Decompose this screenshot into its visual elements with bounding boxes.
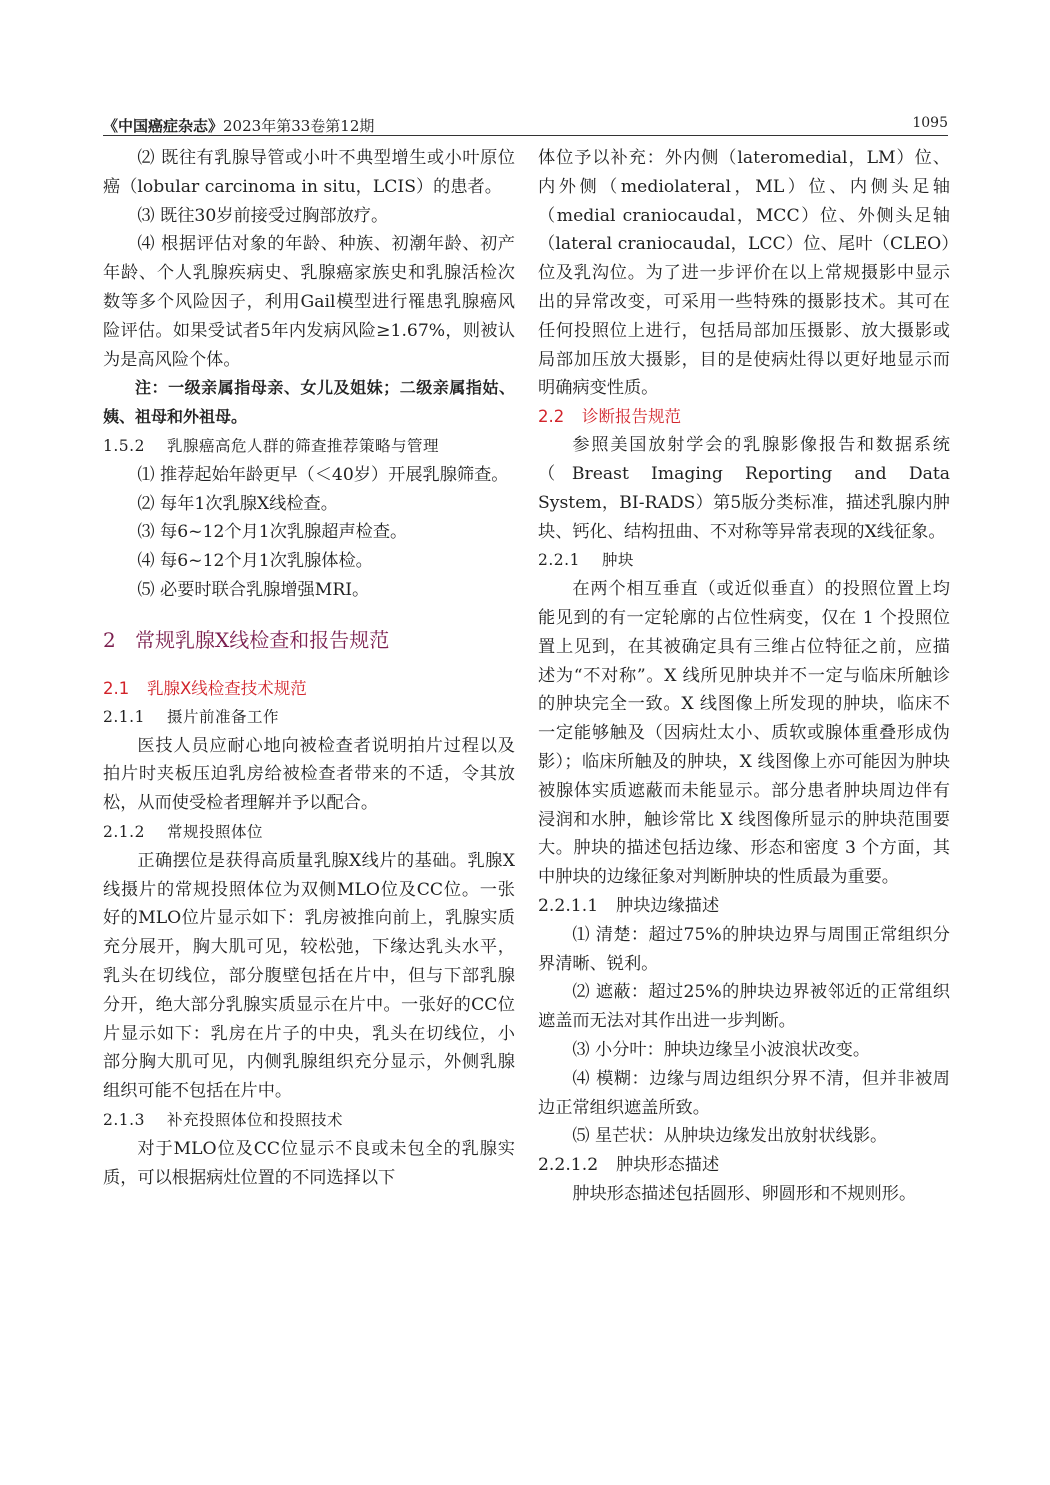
right-column bbox=[538, 144, 950, 1209]
heading-title: 乳腺X线检查技术规范 bbox=[147, 678, 307, 698]
heading-2-2-1 bbox=[538, 546, 950, 575]
left-column bbox=[103, 144, 515, 1192]
journal-issue: 2023年第33卷第12期 bbox=[223, 117, 375, 135]
heading-number: 2.1.3 bbox=[103, 1110, 145, 1129]
heading-number: 2.1.2 bbox=[103, 822, 145, 841]
heading-2-2 bbox=[538, 403, 950, 431]
heading-title: 乳腺癌高危人群的筛查推荐策略与管理 bbox=[167, 436, 440, 455]
heading-2-2-1-1 bbox=[538, 892, 950, 921]
heading-title: 肿块边缘描述 bbox=[616, 895, 720, 916]
list-item: ⑵ 遮蔽：超过25%的肿块边界被邻近的正常组织遮盖而无法对其作出进一步判断。 bbox=[538, 982, 950, 1032]
heading-2-1-2 bbox=[103, 818, 515, 847]
list-item: ⑴ 推荐起始年龄更早（＜40岁）开展乳腺筛查。 bbox=[137, 464, 509, 485]
heading-2-2-1-2 bbox=[538, 1151, 950, 1180]
heading-number: 1.5.2 bbox=[103, 436, 145, 455]
list-item: ⑷ 每6~12个月1次乳腺体检。 bbox=[137, 551, 373, 572]
paragraph: 对于MLO位及CC位显示不良或未包全的乳腺实质，可以根据病灶位置的不同选择以下 bbox=[103, 1138, 515, 1188]
heading-title: 常规乳腺X线检查和报告规范 bbox=[135, 627, 390, 652]
heading-title: 肿块形态描述 bbox=[616, 1155, 720, 1176]
paragraph: 在两个相互垂直（或近似垂直）的投照位置上均能见到的有一定轮廓的占位性病变，仅在 1 个投照位置上见到，在其被确定具有三维占位特征之前，应描述为“不对称”。X 线所见肿块并不一定与临床所触诊的肿块完全一致。X 线图像上所发现的肿块，临床不一定能够触及（因病灶太小、质软或腺体重叠形成伪影）；临床所触及的肿块，X 线图像上亦可能因为肿块被腺体实质遮蔽而未能显示。部分患者肿块周边伴有浸润和水肿，触诊常比 X 线图像所显示的肿块范围要大。肿块的描述包括边缘、形态和密度 3 个方面，其中肿块的边缘征象对判断肿块的性质最为重要。 bbox=[538, 579, 950, 888]
heading-2-1-1 bbox=[103, 703, 515, 732]
paragraph: 正确摆位是获得高质量乳腺X线片的基础。乳腺X线摄片的常规投照体位为双侧MLO位及CC位。一张好的MLO位片显示如下：乳房被推向前上，乳腺实质充分展开，胸大肌可见，较松弛，下缘达乳头水平，乳头在切线位，部分腹壁包括在片中，但与下部乳腺分开，绝大部分乳腺实质显示在片中。一张好的CC位片显示如下：乳房在片子的中央，乳头在切线位，小部分胸大肌可见，内侧乳腺组织充分显示，外侧乳腺组织可能不包括在片中。 bbox=[103, 850, 515, 1102]
paragraph: ⑷ 根据评估对象的年龄、种族、初潮年龄、初产年龄、个人乳腺疾病史、乳腺癌家族史和乳腺活检次数等多个风险因子，利用Gail模型进行罹患乳腺癌风险评估。如果受试者5年内发病风险≥1.67%，则被认为是高风险个体。 bbox=[103, 234, 515, 370]
list-item: ⑶ 小分叶：肿块边缘呈小波浪状改变。 bbox=[572, 1039, 871, 1060]
journal-citation bbox=[103, 115, 374, 136]
paragraph: 肿块形态描述包括圆形、卵圆形和不规则形。 bbox=[572, 1183, 917, 1204]
list-item: ⑸ 星芒状：从肿块边缘发出放射状线影。 bbox=[572, 1126, 888, 1147]
page-number: 1095 bbox=[912, 115, 948, 131]
heading-title: 肿块 bbox=[602, 551, 635, 570]
heading-title: 补充投照体位和投照技术 bbox=[167, 1110, 344, 1129]
heading-title: 常规投照体位 bbox=[167, 822, 264, 841]
list-item: ⑸ 必要时联合乳腺增强MRI。 bbox=[137, 579, 370, 600]
journal-name: 《中国癌症杂志》 bbox=[103, 117, 224, 135]
list-item: ⑵ 每年1次乳腺X线检查。 bbox=[137, 493, 338, 514]
heading-2-1 bbox=[103, 675, 515, 703]
note: 注：一级亲属指母亲、女儿及姐妹；二级亲属指姑、姨、祖母和外祖母。 bbox=[103, 378, 515, 427]
heading-number: 2.2.1.2 bbox=[538, 1155, 599, 1176]
heading-number: 2.2.1 bbox=[538, 551, 580, 570]
heading-title: 诊断报告规范 bbox=[582, 407, 681, 427]
heading-title: 摄片前准备工作 bbox=[167, 707, 280, 726]
paragraph: ⑵ 既往有乳腺导管或小叶不典型增生或小叶原位癌（lobular carcinoma in situ，LCIS）的患者。 bbox=[103, 148, 515, 197]
running-header bbox=[103, 113, 948, 136]
list-item: ⑴ 清楚：超过75%的肿块边界与周围正常组织分界清晰、锐利。 bbox=[538, 924, 950, 974]
heading-number: 2.1 bbox=[103, 678, 130, 698]
list-item: ⑶ 每6~12个月1次乳腺超声检查。 bbox=[137, 522, 408, 543]
paragraph: 体位予以补充：外内侧（lateromedial，LM）位、内外侧（mediolateral，ML）位、内侧头足轴（medial craniocaudal，MCC）位、外侧头足轴（lateral craniocaudal，LCC）位、尾叶（CLEO）位及乳沟位。为了进一步评价在以上常规摄影中显示出的异常改变，可采用一些特殊的摄影技术。其可在任何投照位上进行，包括局部加压摄影、放大摄影或局部加压放大摄影，目的是使病灶得以更好地显示而明确病变性质。 bbox=[538, 148, 950, 399]
list-item: ⑷ 模糊：边缘与周边组织分界不清，但并非被周边正常组织遮盖所致。 bbox=[538, 1068, 950, 1118]
heading-number: 2.2 bbox=[538, 407, 565, 427]
heading-number: 2.2.1.1 bbox=[538, 895, 599, 916]
heading-2-1-3 bbox=[103, 1106, 515, 1135]
paragraph: 医技人员应耐心地向被检查者说明拍片过程以及拍片时夹板压迫乳房给被检查者带来的不适，令其放松，从而使受检者理解并予以配合。 bbox=[103, 735, 515, 814]
paragraph: 参照美国放射学会的乳腺影像报告和数据系统（Breast Imaging Reporting and Data System，BI-RADS）第5版分类标准，描述乳腺内肿块、钙化、结构扭曲、不对称等异常表现的X线征象。 bbox=[538, 435, 950, 542]
paragraph: ⑶ 既往30岁前接受过胸部放疗。 bbox=[137, 205, 389, 226]
heading-number: 2 bbox=[103, 627, 116, 652]
heading-1-5-2 bbox=[103, 432, 515, 461]
section-heading-2 bbox=[103, 625, 515, 655]
heading-number: 2.1.1 bbox=[103, 707, 145, 726]
